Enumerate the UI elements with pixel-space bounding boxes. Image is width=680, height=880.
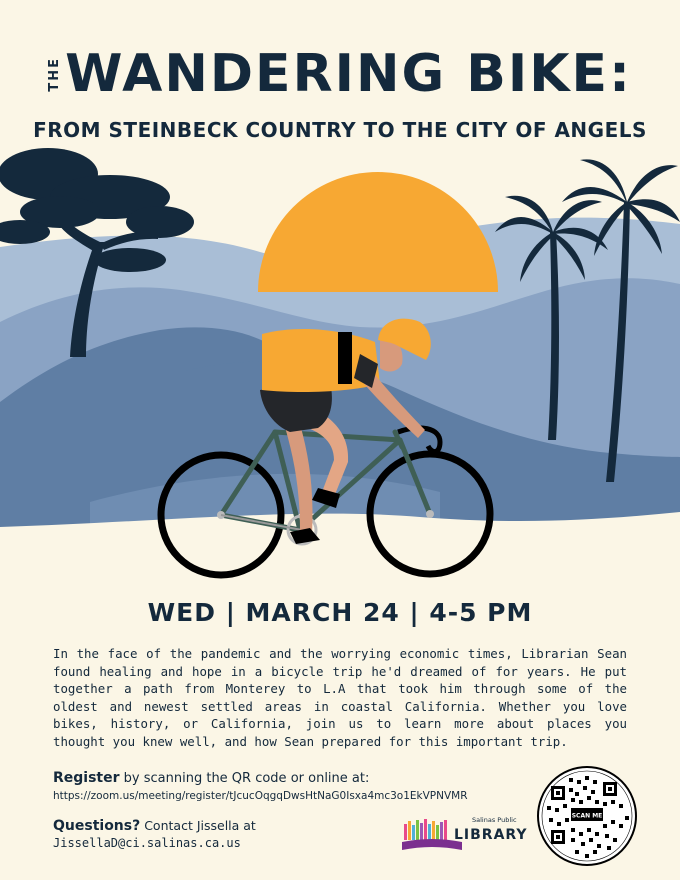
questions-text bbox=[53, 818, 256, 834]
register-text bbox=[53, 770, 533, 786]
event-description: In the face of the pandemic and the worrying economic times, Librarian Sean found healing and hope in a bicycle trip he'd dreamed of for years. He put together a path from Monterey to L.A that took him through some of the oldest and newest settled areas in coastal California. Whether you love bikes, history, or California, join us to learn more about places you thought you knew well, and how Sean prepared for this important trip. bbox=[53, 646, 627, 749]
ground bbox=[0, 512, 680, 602]
qr-label: SCAN ME bbox=[571, 812, 603, 820]
bicycle-illustration bbox=[0, 142, 680, 602]
title-block bbox=[0, 44, 680, 142]
contact-email[interactable]: JissellaD@ci.salinas.ca.us bbox=[53, 836, 241, 850]
event-date-time: WED | MARCH 24 | 4-5 PM bbox=[147, 598, 533, 627]
registration-url[interactable]: https://zoom.us/meeting/register/tJcucOqgqDwsHtNaG0Isxa4mc3o1EkVPNVMR bbox=[53, 790, 468, 802]
title-row bbox=[0, 44, 680, 104]
subtitle: FROM STEINBECK COUNTRY TO THE CITY OF ANGELS bbox=[33, 118, 647, 142]
questions-instructions: Contact Jissella at bbox=[140, 818, 256, 833]
main-title: WANDERING BIKE: bbox=[65, 44, 632, 104]
title-the: THE bbox=[47, 56, 63, 92]
logo-title: LIBRARY bbox=[454, 827, 528, 843]
questions-label: Questions? bbox=[53, 818, 141, 834]
jersey-stripe bbox=[338, 332, 352, 384]
register-label: Register bbox=[53, 770, 120, 786]
qr-code[interactable] bbox=[537, 766, 637, 866]
register-instructions: by scanning the QR code or online at: bbox=[119, 771, 370, 786]
library-logo-icon bbox=[402, 816, 462, 852]
library-logo bbox=[402, 814, 528, 854]
sun bbox=[258, 172, 498, 292]
logo-subtitle: Salinas Public bbox=[472, 816, 517, 824]
